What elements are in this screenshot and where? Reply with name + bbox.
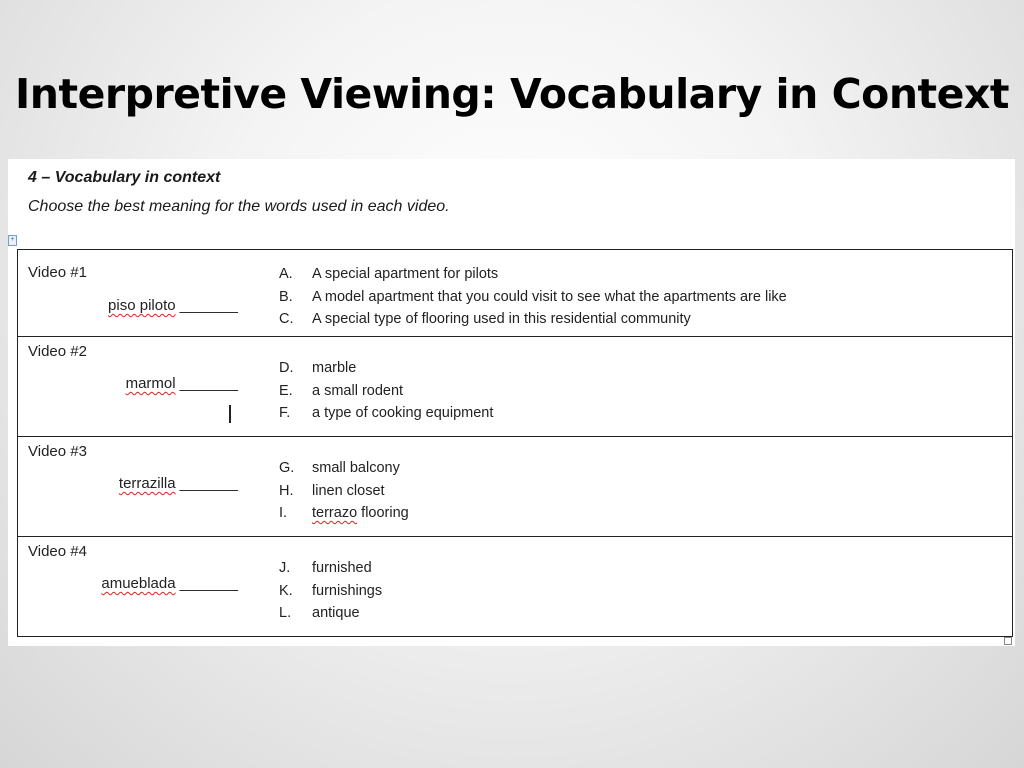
vocab-term: [108, 297, 238, 314]
option-letter: E.: [279, 382, 293, 399]
option-text: antique: [312, 605, 360, 621]
vocab-term: [101, 575, 238, 592]
option-letter: B.: [279, 288, 293, 305]
options-cell[interactable]: [262, 537, 1013, 637]
option-item: [262, 380, 1012, 403]
vocab-term: [126, 375, 238, 392]
table-row: [18, 437, 1013, 537]
options-cell[interactable]: [262, 250, 1013, 337]
answer-blank: _______: [179, 475, 238, 492]
option-item: [262, 557, 1012, 580]
video-label: Video #4: [28, 543, 87, 560]
answer-blank: _______: [179, 375, 238, 392]
option-item: [262, 357, 1012, 380]
table-row: [18, 537, 1013, 637]
vocabulary-table: [17, 249, 1013, 637]
embedded-document[interactable]: [8, 159, 1015, 646]
option-item: [262, 308, 1012, 331]
option-letter: D.: [279, 360, 294, 376]
option-item: [262, 286, 1012, 309]
option-letter: C.: [279, 311, 294, 327]
slide-title: Interpretive Viewing: Vocabulary in Context: [15, 70, 1009, 118]
option-text: marble: [312, 360, 357, 376]
option-item: [262, 402, 1012, 425]
options-list: [262, 537, 1012, 625]
option-text: furnishings: [312, 582, 383, 599]
table-resize-handle-icon[interactable]: [1004, 637, 1012, 645]
option-letter: F.: [279, 405, 291, 421]
term-word: amueblada: [101, 575, 176, 592]
option-text: A special apartment for pilots: [312, 266, 499, 282]
options-list: [262, 250, 1012, 331]
video-label: Video #3: [28, 443, 87, 460]
video-label: Video #2: [28, 343, 87, 360]
options-list: [262, 437, 1012, 525]
option-letter: I.: [279, 505, 288, 521]
option-text-misspelled: terrazo: [312, 505, 358, 521]
vocab-term: [119, 475, 238, 492]
option-item: [262, 502, 1012, 525]
options-cell[interactable]: [262, 337, 1013, 437]
option-text: a small rodent: [312, 382, 404, 399]
video-label: Video #1: [28, 264, 87, 281]
answer-blank: _______: [179, 297, 238, 314]
text-cursor: [229, 405, 231, 423]
term-cell[interactable]: [18, 250, 263, 337]
option-text: flooring: [357, 505, 409, 521]
option-item: [262, 602, 1012, 625]
term-cell[interactable]: [18, 437, 263, 537]
option-text: furnished: [312, 560, 372, 576]
option-letter: G.: [279, 460, 295, 476]
option-item: [262, 480, 1012, 503]
options-list: [262, 337, 1012, 425]
option-letter: L.: [279, 605, 292, 621]
term-word: terrazilla: [118, 475, 176, 492]
option-letter: K.: [279, 582, 293, 599]
option-text: A model apartment that you could visit to see what the apartments are like: [312, 288, 787, 305]
table-move-handle-icon[interactable]: +: [8, 235, 17, 246]
section-heading: 4 – Vocabulary in context: [28, 169, 221, 186]
option-text: linen closet: [312, 482, 385, 499]
option-item: [262, 580, 1012, 603]
options-cell[interactable]: [262, 437, 1013, 537]
term-cell[interactable]: [18, 537, 263, 637]
term-word: marmol: [125, 375, 176, 392]
table-row: [18, 250, 1013, 337]
option-item: [262, 263, 1012, 286]
option-letter: H.: [279, 482, 294, 499]
option-text: small balcony: [312, 460, 400, 476]
option-letter: A.: [279, 266, 293, 282]
term-cell[interactable]: [18, 337, 263, 437]
option-text: A special type of flooring used in this residential community: [312, 311, 691, 327]
table-row: [18, 337, 1013, 437]
instructions-text: Choose the best meaning for the words used in each video.: [28, 198, 450, 215]
answer-blank: _______: [179, 575, 238, 592]
option-item: [262, 457, 1012, 480]
term-word: piso piloto: [108, 297, 176, 314]
option-text: a type of cooking equipment: [312, 405, 494, 421]
option-letter: J.: [279, 560, 291, 576]
